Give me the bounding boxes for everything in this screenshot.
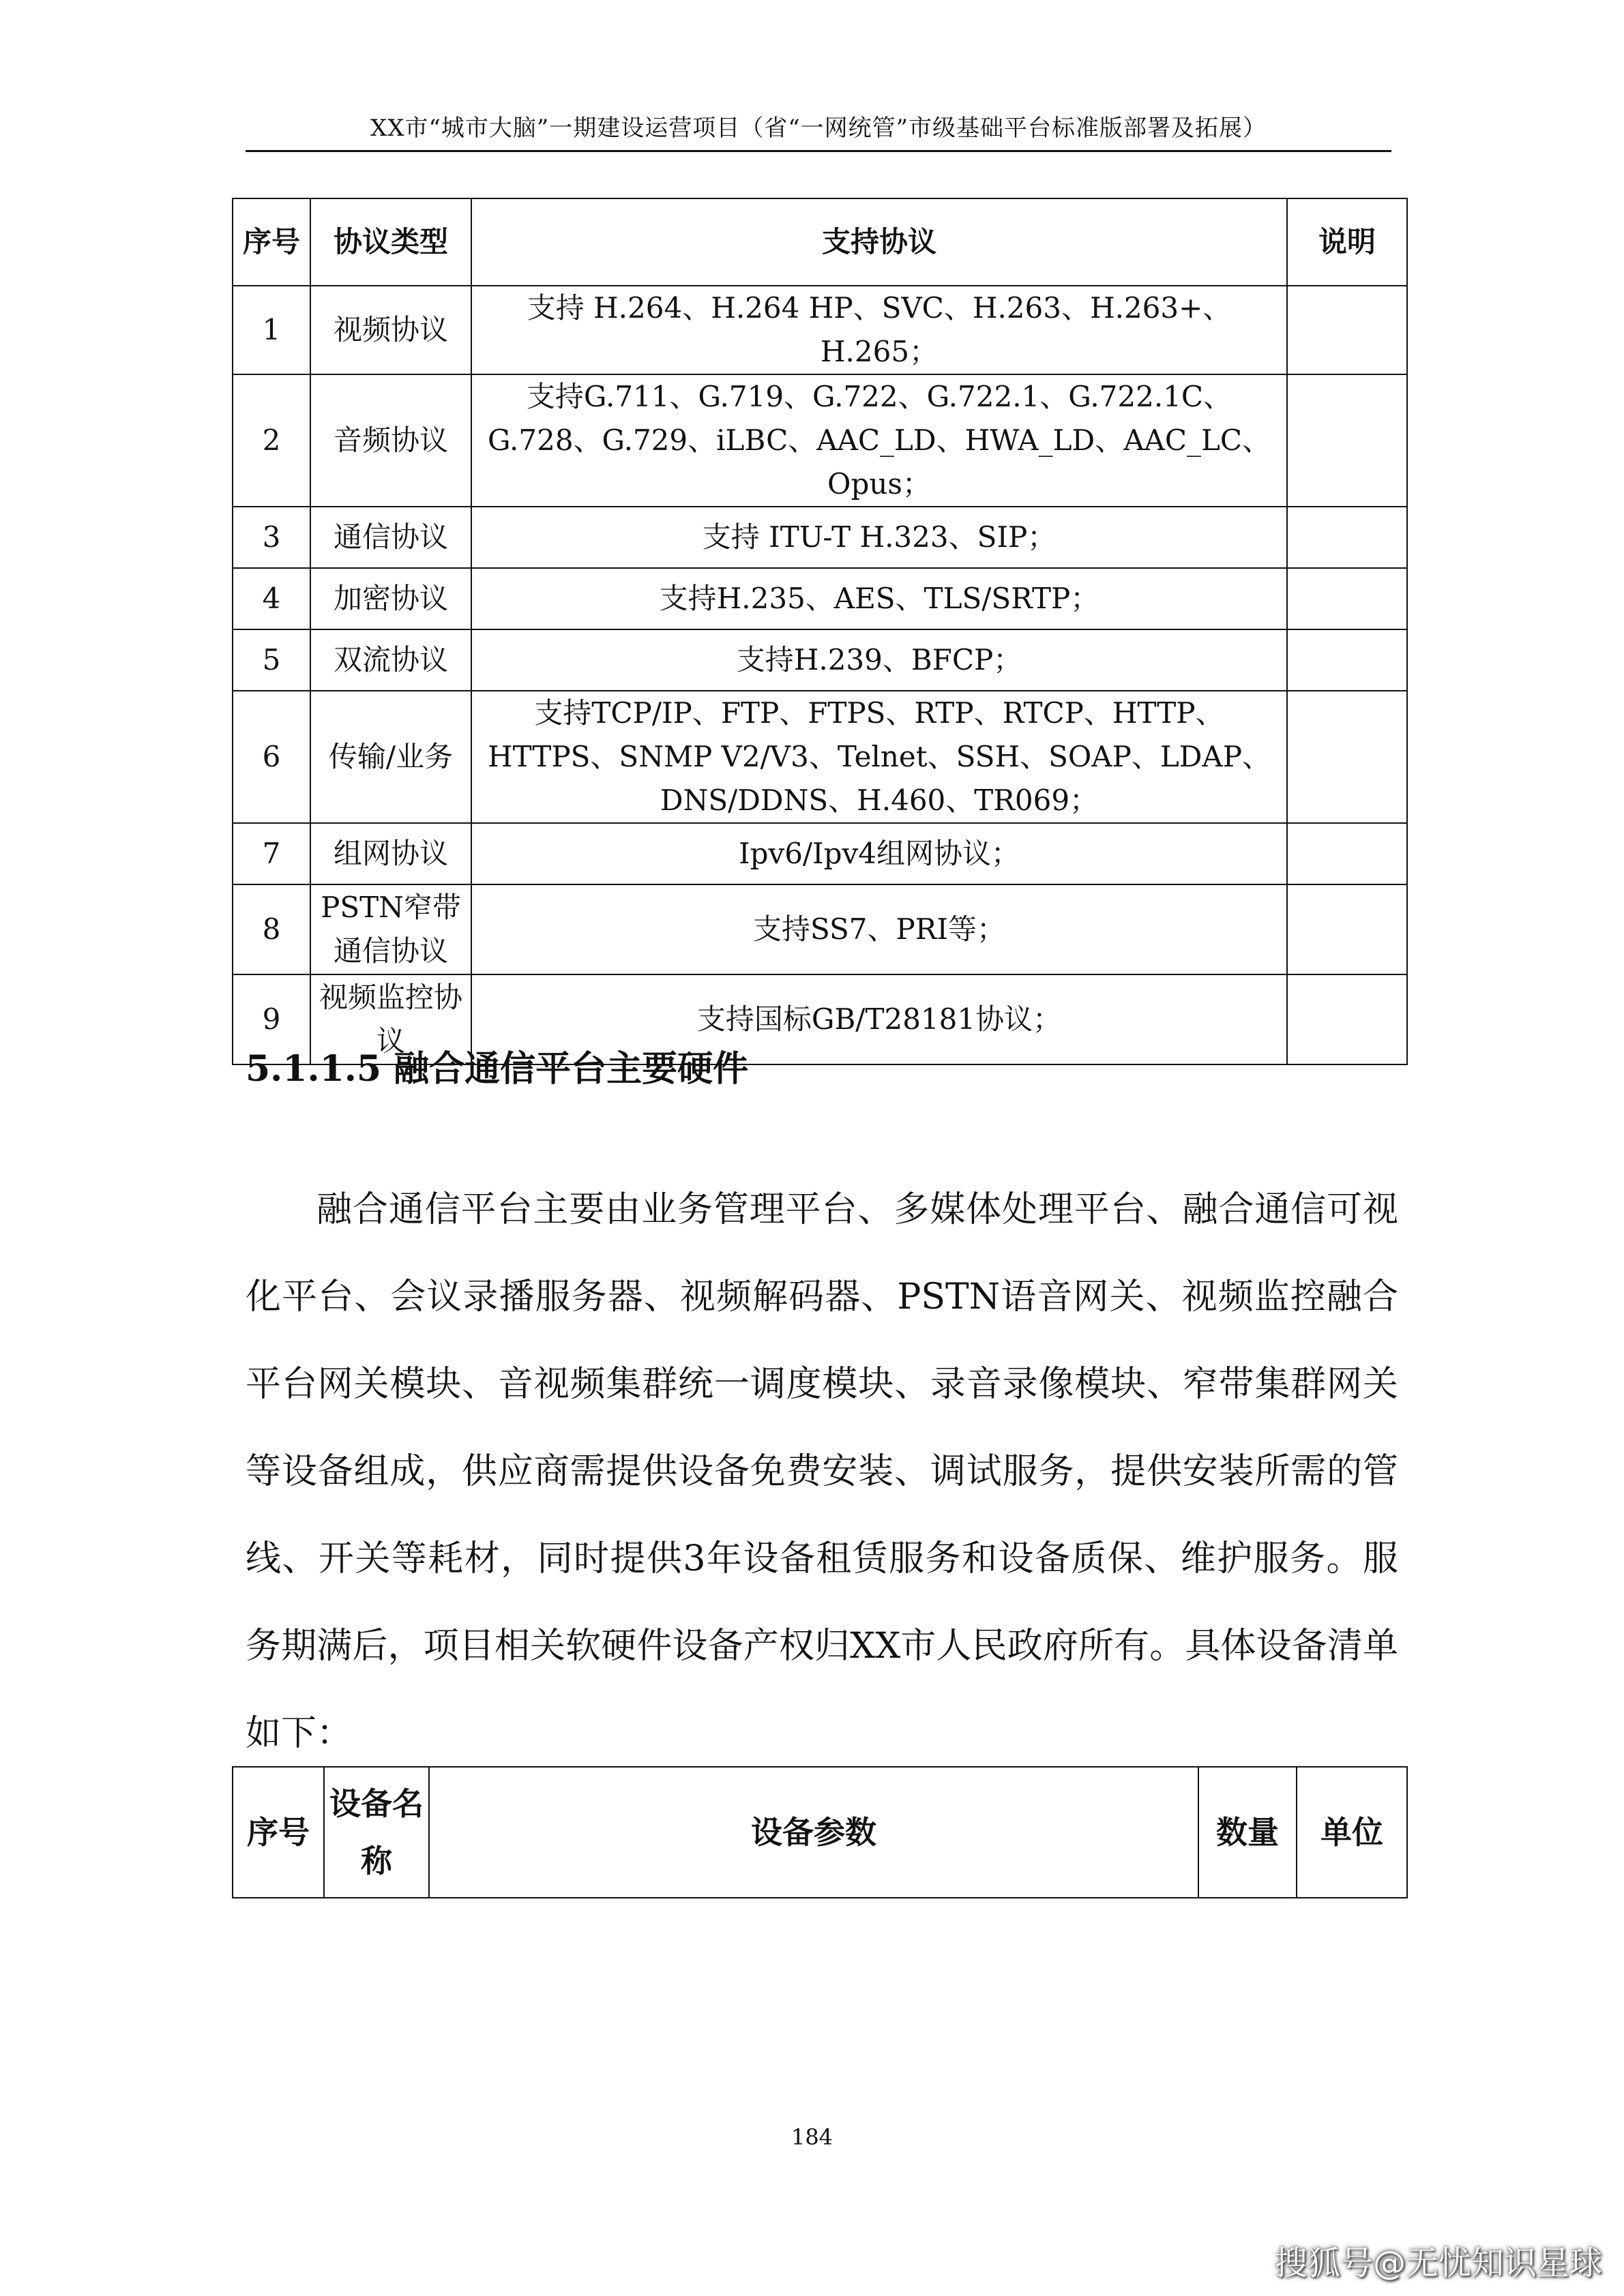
row-index: 3 bbox=[233, 507, 310, 568]
table-row bbox=[233, 568, 1407, 629]
row-index: 5 bbox=[233, 629, 310, 691]
table-row bbox=[233, 507, 1407, 568]
row-note bbox=[1287, 507, 1407, 568]
table-row bbox=[233, 629, 1407, 691]
section-title: 5.1.1.5 融合通信平台主要硬件 bbox=[246, 1048, 749, 1090]
row-note bbox=[1287, 568, 1407, 629]
watermark: 搜狐号@无忧知识星球 bbox=[1274, 2244, 1602, 2282]
row-index: 7 bbox=[233, 823, 310, 884]
equip-header-index: 序号 bbox=[233, 1767, 324, 1898]
row-protocols: 支持 ITU-T H.323、SIP； bbox=[471, 507, 1287, 568]
equip-header-qty: 数量 bbox=[1198, 1767, 1297, 1898]
row-index: 9 bbox=[233, 974, 310, 1064]
equip-header-params: 设备参数 bbox=[429, 1767, 1198, 1898]
protocol-table-header bbox=[233, 198, 1407, 286]
row-note bbox=[1287, 884, 1407, 974]
row-note bbox=[1287, 286, 1407, 374]
row-index: 4 bbox=[233, 568, 310, 629]
row-index: 8 bbox=[233, 884, 310, 974]
equip-header-unit: 单位 bbox=[1297, 1767, 1407, 1898]
table-row bbox=[233, 374, 1407, 507]
row-protocols: 支持TCP/IP、FTP、FTPS、RTP、RTCP、HTTP、HTTPS、SNMP V2/V3、Telnet、SSH、SOAP、LDAP、DNS/DDNS、H.460、TR069； bbox=[471, 691, 1287, 823]
row-index: 1 bbox=[233, 286, 310, 374]
header-protocols: 支持协议 bbox=[471, 198, 1287, 286]
row-type: 音频协议 bbox=[310, 374, 471, 507]
row-note bbox=[1287, 629, 1407, 691]
row-type: 加密协议 bbox=[310, 568, 471, 629]
table-row bbox=[233, 884, 1407, 974]
row-protocols: 支持G.711、G.719、G.722、G.722.1、G.722.1C、G.728、G.729、iLBC、AAC_LD、HWA_LD、AAC_LC、Opus； bbox=[471, 374, 1287, 507]
row-note bbox=[1287, 691, 1407, 823]
row-note bbox=[1287, 823, 1407, 884]
equipment-table-header bbox=[233, 1767, 1407, 1898]
equip-header-name: 设备名称 bbox=[324, 1767, 429, 1898]
equipment-table bbox=[232, 1766, 1408, 1898]
row-note bbox=[1287, 374, 1407, 507]
page-header: XX市“城市大脑”一期建设运营项目（省“一网统管”市级基础平台标准版部署及拓展） bbox=[370, 115, 1267, 142]
row-protocols: 支持SS7、PRI等； bbox=[471, 884, 1287, 974]
header-index: 序号 bbox=[233, 198, 310, 286]
row-index: 2 bbox=[233, 374, 310, 507]
row-note bbox=[1287, 974, 1407, 1064]
row-type: 视频协议 bbox=[310, 286, 471, 374]
table-row bbox=[233, 286, 1407, 374]
protocol-table bbox=[232, 198, 1408, 1065]
section-paragraph: 融合通信平台主要由业务管理平台、多媒体处理平台、融合通信可视化平台、会议录播服务器、视频解码器、PSTN语音网关、视频监控融合平台网关模块、音视频集群统一调度模块、录音录像模块、窄带集群网关等设备组成，供应商需提供设备免费安装、调试服务，提供安装所需的管线、开关等耗材，同时提供3年设备租赁服务和设备质保、维护服务。服务期满后，项目相关软硬件设备产权归XX市人民政府所有。具体设备清单如下： bbox=[246, 1189, 1398, 1754]
row-protocols: 支持H.239、BFCP； bbox=[471, 629, 1287, 691]
row-type: 传输/业务 bbox=[310, 691, 471, 823]
header-note: 说明 bbox=[1287, 198, 1407, 286]
header-rule bbox=[246, 150, 1391, 152]
row-type: 组网协议 bbox=[310, 823, 471, 884]
row-protocols: 支持 H.264、H.264 HP、SVC、H.263、H.263+、H.265； bbox=[471, 286, 1287, 374]
row-protocols: 支持H.235、AES、TLS/SRTP； bbox=[471, 568, 1287, 629]
row-type: 双流协议 bbox=[310, 629, 471, 691]
row-type: PSTN窄带通信协议 bbox=[310, 884, 471, 974]
table-row bbox=[233, 823, 1407, 884]
row-type: 视频监控协议 bbox=[310, 974, 471, 1064]
row-protocols: Ipv6/Ipv4组网协议； bbox=[471, 823, 1287, 884]
table-row bbox=[233, 691, 1407, 823]
row-type: 通信协议 bbox=[310, 507, 471, 568]
row-index: 6 bbox=[233, 691, 310, 823]
row-protocols: 支持国标GB/T28181协议； bbox=[471, 974, 1287, 1064]
page-number: 184 bbox=[791, 2124, 833, 2150]
header-type: 协议类型 bbox=[310, 198, 471, 286]
